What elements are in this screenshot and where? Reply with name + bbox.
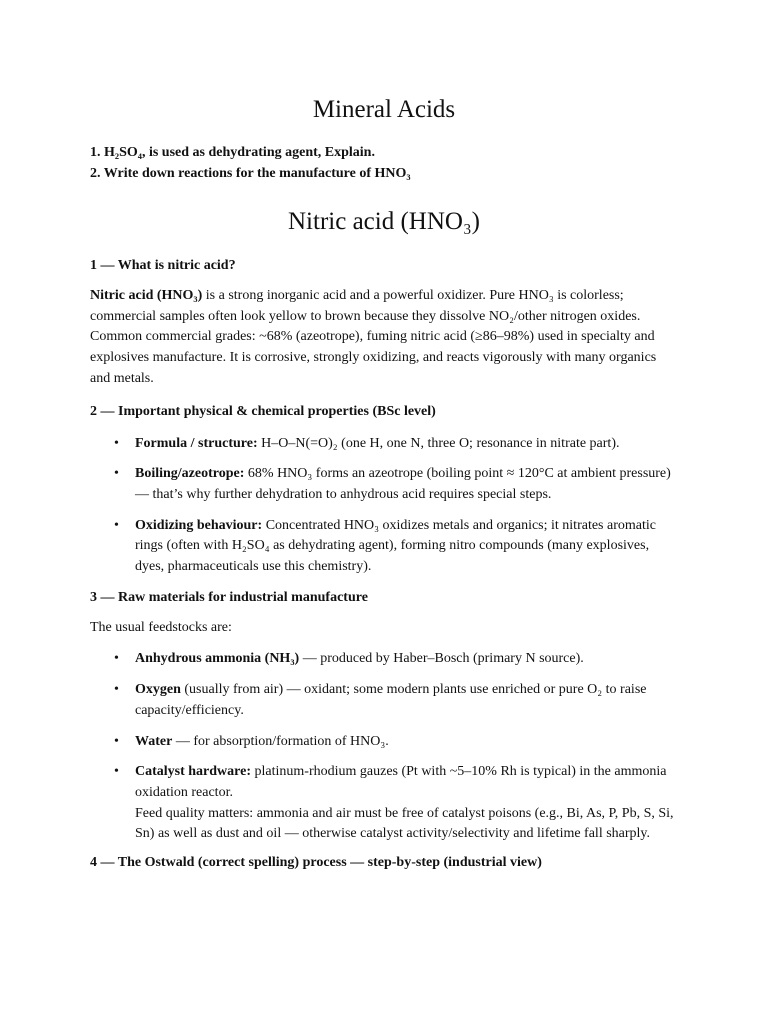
property-label: Boiling/azeotrope: xyxy=(135,466,245,482)
material-label: Oxygen xyxy=(135,682,181,698)
property-label: Oxidizing behaviour: xyxy=(135,517,263,533)
feed-quality-note: Feed quality matters: ammonia and air must be free of catalyst poisons (e.g., Bi, As, P, Pb, S, Si, Sn) as well as dust and oil — otherwise catalyst activity/selectivity and lifetime fall sharply. xyxy=(135,805,674,842)
intro-paragraph xyxy=(90,286,678,390)
raw-materials-list xyxy=(90,649,678,845)
property-label: Formula / structure: xyxy=(135,435,258,451)
list-item xyxy=(90,516,678,578)
intro-lead: Nitric acid (HNO₃) xyxy=(90,288,203,303)
question-1: 1. H₂SO₄, is used as dehydrating agent, Explain. xyxy=(90,145,375,160)
properties-list xyxy=(90,434,678,578)
section-title: Nitric acid (HNO₃) xyxy=(288,208,480,235)
material-label: Anhydrous ammonia (NH₃) xyxy=(135,651,300,667)
material-text: (usually from air) — oxidant; some modern plants use enriched or pure O₂ to raise capacity/efficiency. xyxy=(135,682,647,718)
material-text: — produced by Haber–Bosch (primary N source). xyxy=(299,651,584,667)
list-item xyxy=(90,762,678,845)
material-text: platinum-rhodium gauzes (Pt with ~5–10% Rh is typical) in the ammonia oxidation reactor. xyxy=(135,764,667,800)
list-item xyxy=(90,649,678,670)
heading-raw-materials: 3 — Raw materials for industrial manufacture xyxy=(90,589,368,605)
material-text: — for absorption/formation of HNO₃. xyxy=(172,733,389,749)
intro-body: is a strong inorganic acid and a powerful oxidizer. Pure HNO₃ is colorless; commercial samples often look yellow to brown because they dissolve NO₂/other nitrogen oxides. Common commercial grades: ~68% (azeotrope), fuming nitric acid (≥86–98%) used in specialty and explosives manufacture. It is corrosive, strongly oxidizing, and reacts vigorously with many organics and metals. xyxy=(90,288,657,386)
feedstocks-intro: The usual feedstocks are: xyxy=(90,619,232,635)
property-text: H–O–N(=O)₂ (one H, one N, three O; resonance in nitrate part). xyxy=(257,435,620,451)
material-label: Water xyxy=(135,733,173,749)
material-label: Catalyst hardware: xyxy=(135,764,252,780)
list-item xyxy=(90,464,678,505)
list-item xyxy=(90,732,678,753)
question-list xyxy=(90,142,678,184)
heading-properties: 2 — Important physical & chemical properties (BSc level) xyxy=(90,403,436,419)
document-title: Mineral Acids xyxy=(312,96,456,123)
list-item xyxy=(90,434,678,455)
question-2: 2. Write down reactions for the manufacture of HNO₃ xyxy=(90,166,411,181)
heading-ostwald-process: 4 — The Ostwald (correct spelling) process — step-by-step (industrial view) xyxy=(90,855,542,871)
heading-what-is-nitric-acid: 1 — What is nitric acid? xyxy=(90,258,236,273)
property-text: Concentrated HNO₃ oxidizes metals and organics; it nitrates aromatic rings (often with H₂SO₄ as dehydrating agent), forming nitro compounds (many explosives, dyes, pharmaceuticals use this chemistry). xyxy=(135,517,656,575)
list-item xyxy=(90,680,678,721)
property-text: 68% HNO₃ forms an azeotrope (boiling point ≈ 120°C at ambient pressure) — that’s why further dehydration to anhydrous acid requires special steps. xyxy=(135,466,671,502)
